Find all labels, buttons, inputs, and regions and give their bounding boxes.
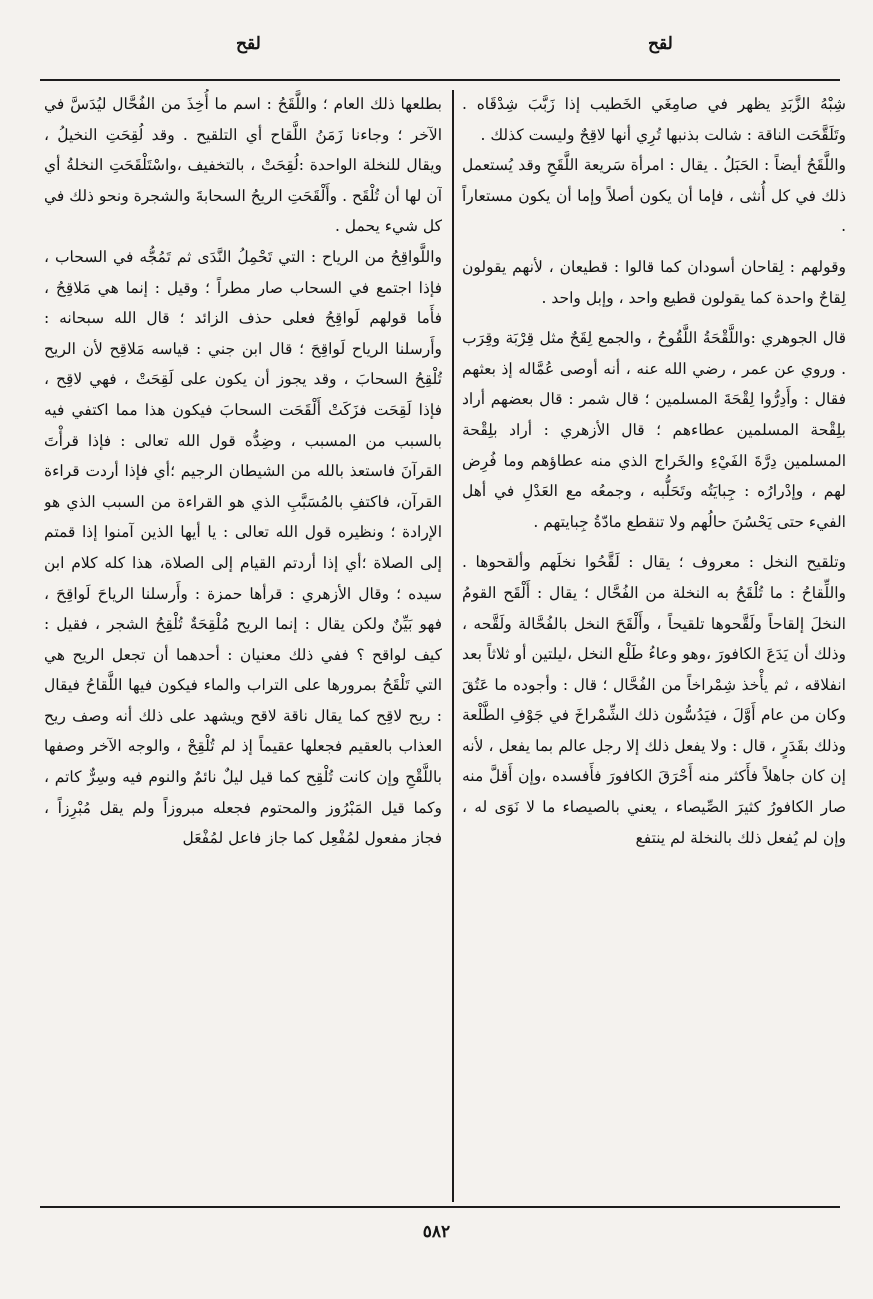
right-paragraph: واللَّقَحُ أيضاً : الحَبَلُ . يقال : امرأة سَريعة اللَّقَحِ وقد يُستعمل ذلك في كل أُنثى ، فإما أن يكون أصلاً وإما أن يكون مستعاراً . (462, 156, 846, 236)
right-paragraph: شِبْهُ الزَّبَدِ يظهر في صامِغَي الخَطيب إذا زَبَّبَ شِدْقَاه . وتَلَقَّحَت الناقة : شالت بذنبها تُرِي أنها لاقِحٌ وليست كذلك . (462, 95, 846, 144)
right-paragraph: قال الجوهري :واللَّقْحَةُ اللَّقُوحُ ، والجمع لِقَحٌ مثل قِرْبَة وقِرَب . وروي عن عمر ، رضي الله عنه ، أنه أوصى عُمَّاله إذ بعثهم فقال : وأَدِرُّوا لِقْحَةَ المسلمين ؛ قال شمر : قال بعضهم أراد بلِقْحة المسلمين عطاءهم ؛ قال الأزهري : أراد بلِقْحة المسلمين دِرَّةَ الفَيْءِ والخَراج الذي منه عطاؤهم وما فُرِض لهم ، وإدْرارُه : جِبايَتُه وتَحَلُّبه ، وجمعُه مع العَدْلِ في أهل الفيء حتى يَحْسُنَ حالُهم ولا تنقطع مادّةُ جِبايتهم . (462, 329, 846, 531)
top-rule (40, 79, 840, 81)
right-paragraph: وقولهم : لِقاحان أسودان كما قالوا : قطيعان ، لأنهم يقولون لِقاحٌ واحدة كما يقولون قطيع واحد ، وإبل واحد . (462, 257, 846, 307)
left-paragraph: واللَّواقِحُ من الرياح : التي تَحْمِلُ النَّدَى ثم تَمُجُّه في السحاب ، فإذا اجتمع في السحاب صار مطراً ؛ وقيل : إنما هي مَلاقِحُ ، فأَما قولهم لَواقِحُ فعلى حذف الزائد ؛ قال الله سبحانه : وأَرسلنا الرياح لَواقِحَ ؛ قال ابن جني : قياسه مَلاقِح لأن الريح تُلْقِحُ السحابَ ، وقد يجوز أن يكون على لَقِحَتْ ، فهي لاقِح ، فإذا لَقِحَت فزَكَتْ أَلْقَحَت السحابَ فيكون هذا مما اكتفي فيه بالسبب من المسبب ، وضِدُّه قول الله تعالى : فإذا قرأْتَ القرآنَ فاستعذ بالله من الشيطان الرجيم ؛أي فإذا أردت قراءة القرآن، فاكتفِ بالمُسَبَّبِ الذي هو القراءة من السبب الذي هو الإرادة ؛ ونظيره قول الله تعالى : يا أيها الذين آمنوا إذا قمتم إلى الصلاة ؛أي إذا أردتم القيام إلى الصلاة، هذا كله كلام ابن سيده ؛ وقال الأزهري : قرأها حمزة : وأَرسلنا الرياحَ لَواقِحَ ، فهو بَيِّنٌ ولكن يقال : إنما الريح مُلْقِحَةٌ تُلْقِحُ الشجر ، فقيل : كيف لواقح ؟ ففي ذلك معنيان : أحدهما أن تجعل الريح هي التي تَلْقَحُ بمرورها على التراب والماء فيكون فيها اللَّقاحُ فيقال : ريح لاقِح كما يقال ناقة لاقح ويشهد على ذلك أنه وصف ريح العذاب بالعقيم فجعلها عقيماً إذ لم تُلْقِحْ ، والوجه الآخر وصفها باللَّقْحِ وإن كانت تُلْقِح كما قيل ليلٌ نائمٌ والنوم فيه وسِرٌّ كاتم ، وكما قيل المَبْرُوز والمحتوم فجعله مبروزاً ولم يقل مُبْرِزاً ، فجاز مفعول لمُفْعِل كما جاز فاعل لمُفْعَل (44, 247, 442, 848)
left-column (44, 89, 442, 1199)
column-divider (452, 90, 454, 1202)
header-word-left: لقح (236, 34, 261, 54)
header-word-right: لقح (648, 34, 673, 54)
page-number: ٥٨٢ (422, 1222, 451, 1242)
right-column (462, 89, 846, 1199)
right-paragraph: وتلقيح النخل : معروف ؛ يقال : لَقَّحُوا نخلَهم وألقحوها . واللِّقاحُ : ما تُلْقَحُ به النخلة من الفُحَّال ؛ يقال : أَلْقَح القومُ النخلَ إلقاحاً ولَقَّحوها تلقيحاً ، وأَلْقَحَ النخل بالفُحَّالة ولَقَّحه ، وذلك أن يَدَعَ الكافورَ ،وهو وعاءُ طَلْع النخل ،ليلتين أو ثلاثاً بعد انفلاقه ، ثم يأْخذ شِمْراخاً من الفُحَّال ؛ قال : وأجوده ما عَتُقَ وكان من عام أَوَّلَ ، فيَدُسُّون ذلك الشِّمْراخَ في جَوْفِ الطَّلْعة وذلك بقَدَرٍ ، قال : ولا يفعل ذلك إلا رجل عالم بما يفعل ، لأنه إن كان جاهلاً فأَكثر منه أَحْرَقَ الكافورَ فأَفسده ،وإن أَقلَّ منه صار الكافورُ كثيرَ الصِّيصاء ، يعني بالصيصاء ما لا نَوَى له ، وإن لم يُفعل ذلك بالنخلة لم ينتفع (462, 553, 846, 847)
bottom-rule (40, 1206, 840, 1208)
left-paragraph: بطلعها ذلك العام ؛ واللَّقَحُ : اسم ما أُخِذَ من الفُحَّال ليُدَسَّ في الآخر ؛ وجاءنا زَمَنُ اللَّقاح أي التلقيح . وقد لُقِحَتِ النخيلُ ، ويقال للنخلة الواحدة :لُقِحَتْ ، بالتخفيف ،واسْتَلْقَحَتِ النخلةُ أي آن لها أن تُلْقَح . وأَلْقَحَتِ الريحُ السحابةَ والشجرة ونحو ذلك في كل شيء يحمل . (44, 95, 442, 236)
